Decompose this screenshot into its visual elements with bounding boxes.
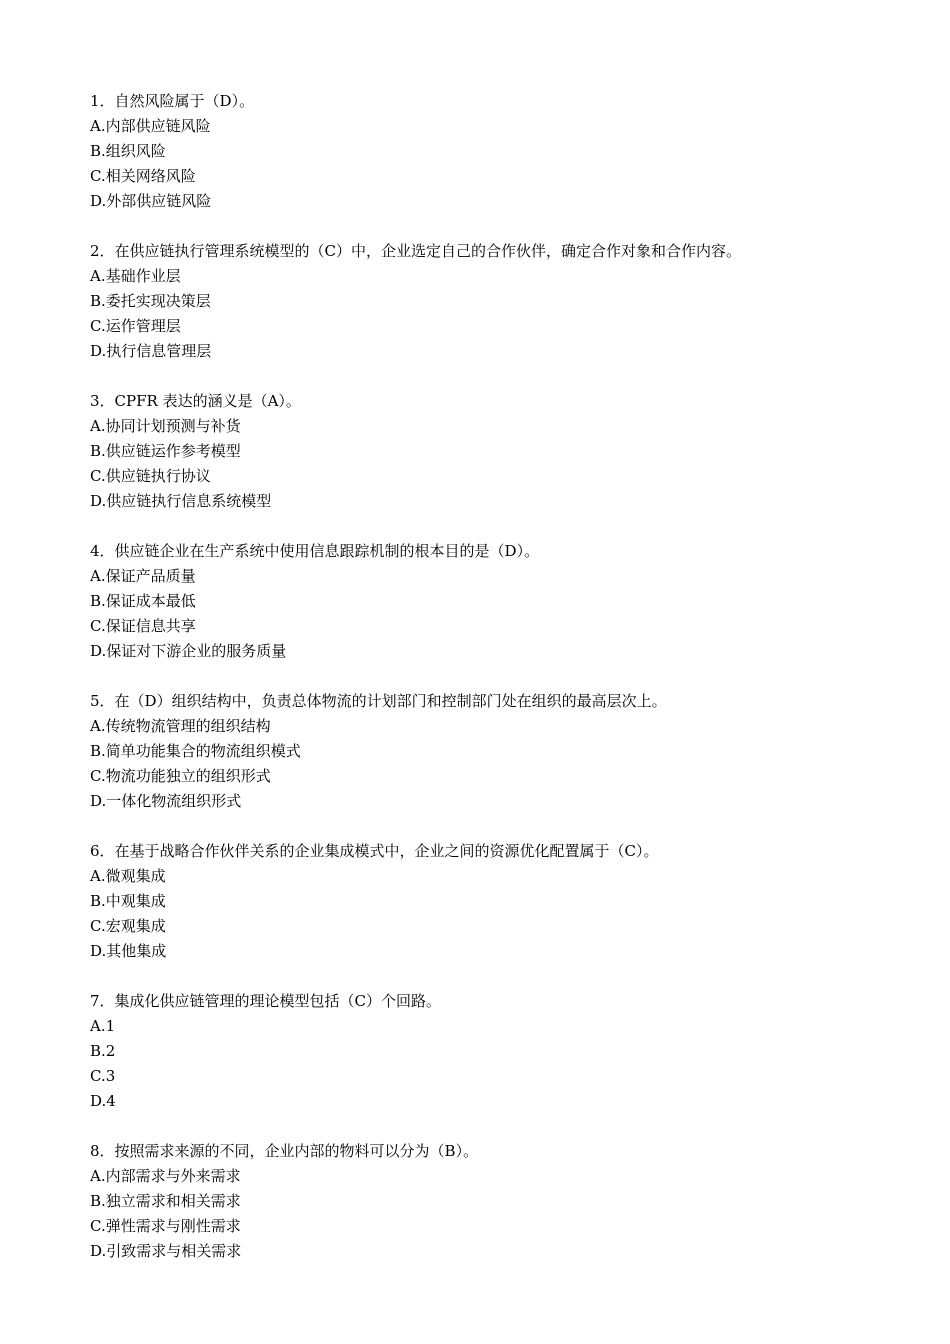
- question-stem: 8．按照需求来源的不同，企业内部的物料可以分为（B）。: [90, 1142, 479, 1160]
- option-d: D.保证对下游企业的服务质量: [90, 642, 287, 660]
- option-d: D.4: [90, 1092, 116, 1110]
- option-b: B.保证成本最低: [90, 592, 196, 610]
- document-page: [90, 89, 890, 1289]
- option-d: D.引致需求与相关需求: [90, 1242, 242, 1260]
- question-stem: 7．集成化供应链管理的理论模型包括（C）个回路。: [90, 992, 442, 1010]
- question-stem: 2．在供应链执行管理系统模型的（C）中，企业选定自己的合作伙伴，确定合作对象和合作内容。: [90, 242, 742, 260]
- option-d: D.其他集成: [90, 942, 167, 960]
- option-a: A.内部需求与外来需求: [90, 1167, 241, 1185]
- question-5: [90, 689, 890, 814]
- option-c: C.宏观集成: [90, 917, 166, 935]
- option-b: B.组织风险: [90, 142, 166, 160]
- question-4: [90, 539, 890, 664]
- option-a: A.1: [90, 1017, 116, 1035]
- option-b: B.2: [90, 1042, 116, 1060]
- option-b: B.供应链运作参考模型: [90, 442, 241, 460]
- option-d: D.一体化物流组织形式: [90, 792, 242, 810]
- option-c: C.3: [90, 1067, 116, 1085]
- question-stem: 4．供应链企业在生产系统中使用信息跟踪机制的根本目的是（D）。: [90, 542, 540, 560]
- question-7: [90, 989, 890, 1114]
- question-stem: 3．CPFR 表达的涵义是（A）。: [90, 392, 301, 410]
- question-2: [90, 239, 890, 364]
- option-a: A.协同计划预测与补货: [90, 417, 241, 435]
- option-d: D.外部供应链风险: [90, 192, 212, 210]
- option-b: B.委托实现决策层: [90, 292, 211, 310]
- option-a: A.保证产品质量: [90, 567, 196, 585]
- option-c: C.物流功能独立的组织形式: [90, 767, 271, 785]
- option-a: A.传统物流管理的组织结构: [90, 717, 271, 735]
- question-stem: 5．在（D）组织结构中，负责总体物流的计划部门和控制部门处在组织的最高层次上。: [90, 692, 667, 710]
- option-a: A.微观集成: [90, 867, 166, 885]
- question-6: [90, 839, 890, 964]
- option-c: C.相关网络风险: [90, 167, 196, 185]
- option-c: C.弹性需求与刚性需求: [90, 1217, 241, 1235]
- question-stem: 6．在基于战略合作伙伴关系的企业集成模式中，企业之间的资源优化配置属于（C）。: [90, 842, 659, 860]
- option-b: B.独立需求和相关需求: [90, 1192, 241, 1210]
- option-a: A.基础作业层: [90, 267, 181, 285]
- question-1: [90, 89, 890, 214]
- option-b: B.中观集成: [90, 892, 166, 910]
- question-stem: 1．自然风险属于（D）。: [90, 92, 255, 110]
- option-d: D.供应链执行信息系统模型: [90, 492, 272, 510]
- option-c: C.供应链执行协议: [90, 467, 211, 485]
- option-d: D.执行信息管理层: [90, 342, 212, 360]
- option-c: C.保证信息共享: [90, 617, 196, 635]
- option-b: B.简单功能集合的物流组织模式: [90, 742, 301, 760]
- question-3: [90, 389, 890, 514]
- option-c: C.运作管理层: [90, 317, 181, 335]
- question-8: [90, 1139, 890, 1264]
- option-a: A.内部供应链风险: [90, 117, 211, 135]
